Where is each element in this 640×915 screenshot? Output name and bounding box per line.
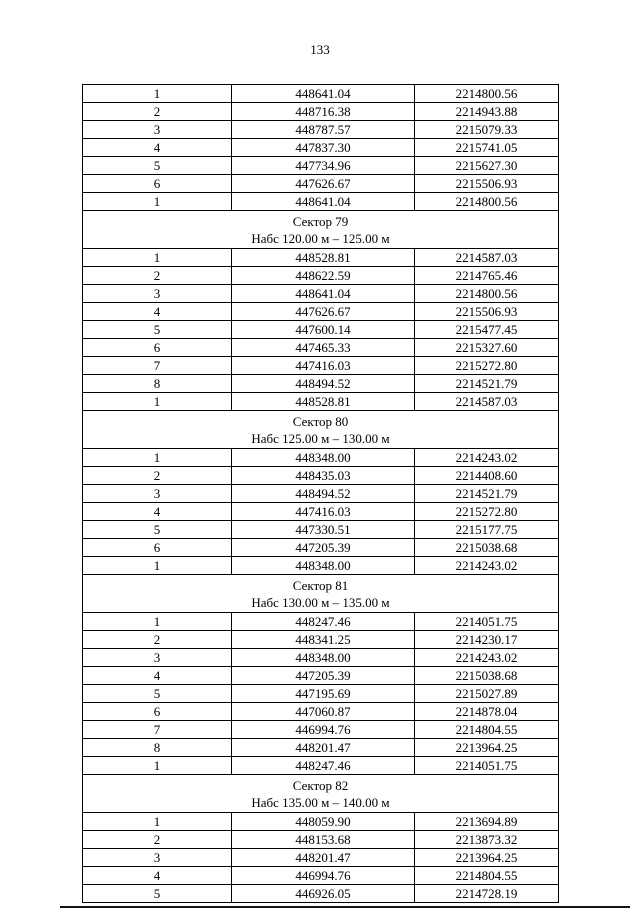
point-number-cell: 3 [83,285,232,303]
y-coordinate-cell: 2215079.33 [415,121,559,139]
y-coordinate-cell: 2215038.68 [415,667,559,685]
y-coordinate-cell: 2214051.75 [415,613,559,631]
y-coordinate-cell: 2214521.79 [415,485,559,503]
table-row [83,121,559,139]
y-coordinate-cell: 2214943.88 [415,103,559,121]
sector-header-cell [83,211,559,249]
x-coordinate-cell: 447626.67 [232,175,415,193]
sector-header-cell [83,411,559,449]
point-number-cell: 6 [83,539,232,557]
x-coordinate-cell: 448641.04 [232,85,415,103]
table-row [83,503,559,521]
x-coordinate-cell: 448201.47 [232,739,415,757]
x-coordinate-cell: 448247.46 [232,757,415,775]
y-coordinate-cell: 2215627.30 [415,157,559,175]
y-coordinate-cell: 2215177.75 [415,521,559,539]
point-number-cell: 7 [83,357,232,375]
table-row [83,303,559,321]
table-row [83,393,559,411]
table-row [83,757,559,775]
table-row [83,157,559,175]
table-row [83,249,559,267]
point-number-cell: 3 [83,649,232,667]
point-number-cell: 5 [83,685,232,703]
point-number-cell: 4 [83,503,232,521]
table-row [83,485,559,503]
sector-header-row [83,575,559,613]
point-number-cell: 5 [83,321,232,339]
x-coordinate-cell: 448641.04 [232,193,415,211]
y-coordinate-cell: 2214765.46 [415,267,559,285]
x-coordinate-cell: 447205.39 [232,667,415,685]
y-coordinate-cell: 2214800.56 [415,285,559,303]
x-coordinate-cell: 448528.81 [232,393,415,411]
sector-height-range: Набс 130.00 м – 135.00 м [251,595,390,610]
table-row [83,321,559,339]
x-coordinate-cell: 447734.96 [232,157,415,175]
y-coordinate-cell: 2214243.02 [415,449,559,467]
y-coordinate-cell: 2213873.32 [415,831,559,849]
point-number-cell: 5 [83,521,232,539]
x-coordinate-cell: 447330.51 [232,521,415,539]
table-row [83,339,559,357]
point-number-cell: 2 [83,267,232,285]
table-row [83,193,559,211]
x-coordinate-cell: 447626.67 [232,303,415,321]
sector-title: Сектор 82 [292,778,349,793]
x-coordinate-cell: 448622.59 [232,267,415,285]
sector-title: Сектор 79 [292,214,349,229]
x-coordinate-cell: 448494.52 [232,485,415,503]
sector-header-row [83,211,559,249]
sector-height-range: Набс 135.00 м – 140.00 м [251,795,390,810]
point-number-cell: 6 [83,175,232,193]
table-row [83,285,559,303]
table-row [83,139,559,157]
x-coordinate-cell: 446994.76 [232,721,415,739]
table-row [83,631,559,649]
x-coordinate-cell: 448435.03 [232,467,415,485]
y-coordinate-cell: 2214587.03 [415,249,559,267]
y-coordinate-cell: 2215327.60 [415,339,559,357]
x-coordinate-cell: 448247.46 [232,613,415,631]
point-number-cell: 3 [83,849,232,867]
y-coordinate-cell: 2214728.19 [415,885,559,903]
table-row [83,867,559,885]
x-coordinate-cell: 448153.68 [232,831,415,849]
y-coordinate-cell: 2214230.17 [415,631,559,649]
y-coordinate-cell: 2215506.93 [415,175,559,193]
y-coordinate-cell: 2214408.60 [415,467,559,485]
coordinates-table-body [83,85,559,903]
point-number-cell: 2 [83,631,232,649]
x-coordinate-cell: 447416.03 [232,503,415,521]
x-coordinate-cell: 448348.00 [232,449,415,467]
table-row [83,613,559,631]
x-coordinate-cell: 446994.76 [232,867,415,885]
x-coordinate-cell: 447600.14 [232,321,415,339]
point-number-cell: 6 [83,339,232,357]
x-coordinate-cell: 447205.39 [232,539,415,557]
x-coordinate-cell: 447837.30 [232,139,415,157]
table-row [83,721,559,739]
y-coordinate-cell: 2213694.89 [415,813,559,831]
y-coordinate-cell: 2214800.56 [415,193,559,211]
table-row [83,103,559,121]
point-number-cell: 2 [83,103,232,121]
y-coordinate-cell: 2215038.68 [415,539,559,557]
sector-header-row [83,775,559,813]
point-number-cell: 4 [83,867,232,885]
table-row [83,267,559,285]
point-number-cell: 1 [83,613,232,631]
point-number-cell: 4 [83,303,232,321]
y-coordinate-cell: 2214804.55 [415,867,559,885]
y-coordinate-cell: 2214051.75 [415,757,559,775]
sector-title: Сектор 80 [292,414,349,429]
point-number-cell: 1 [83,193,232,211]
table-row [83,649,559,667]
y-coordinate-cell: 2213964.25 [415,849,559,867]
table-row [83,85,559,103]
point-number-cell: 5 [83,157,232,175]
y-coordinate-cell: 2214243.02 [415,649,559,667]
scan-bottom-edge [60,906,630,908]
sector-height-range: Набс 125.00 м – 130.00 м [251,431,390,446]
point-number-cell: 3 [83,485,232,503]
y-coordinate-cell: 2215272.80 [415,357,559,375]
point-number-cell: 1 [83,757,232,775]
point-number-cell: 8 [83,739,232,757]
y-coordinate-cell: 2215272.80 [415,503,559,521]
table-row [83,539,559,557]
x-coordinate-cell: 447465.33 [232,339,415,357]
x-coordinate-cell: 447195.69 [232,685,415,703]
y-coordinate-cell: 2214800.56 [415,85,559,103]
table-row [83,175,559,193]
x-coordinate-cell: 447060.87 [232,703,415,721]
x-coordinate-cell: 448716.38 [232,103,415,121]
sector-header-row [83,411,559,449]
sector-title: Сектор 81 [292,578,349,593]
x-coordinate-cell: 448494.52 [232,375,415,393]
y-coordinate-cell: 2213964.25 [415,739,559,757]
table-row [83,885,559,903]
table-row [83,667,559,685]
point-number-cell: 4 [83,139,232,157]
x-coordinate-cell: 448528.81 [232,249,415,267]
point-number-cell: 3 [83,121,232,139]
table-row [83,685,559,703]
x-coordinate-cell: 448641.04 [232,285,415,303]
y-coordinate-cell: 2214587.03 [415,393,559,411]
y-coordinate-cell: 2215741.05 [415,139,559,157]
y-coordinate-cell: 2214804.55 [415,721,559,739]
x-coordinate-cell: 448059.90 [232,813,415,831]
coordinates-table [82,84,559,903]
table-row [83,357,559,375]
sector-header-cell [83,775,559,813]
table-row [83,467,559,485]
y-coordinate-cell: 2215027.89 [415,685,559,703]
x-coordinate-cell: 447416.03 [232,357,415,375]
point-number-cell: 6 [83,703,232,721]
y-coordinate-cell: 2214243.02 [415,557,559,575]
x-coordinate-cell: 448341.25 [232,631,415,649]
table-row [83,703,559,721]
point-number-cell: 1 [83,393,232,411]
point-number-cell: 8 [83,375,232,393]
x-coordinate-cell: 448348.00 [232,649,415,667]
y-coordinate-cell: 2215506.93 [415,303,559,321]
y-coordinate-cell: 2214521.79 [415,375,559,393]
point-number-cell: 7 [83,721,232,739]
point-number-cell: 1 [83,449,232,467]
point-number-cell: 2 [83,831,232,849]
sector-height-range: Набс 120.00 м – 125.00 м [251,231,390,246]
page-number: 133 [310,42,330,57]
x-coordinate-cell: 448348.00 [232,557,415,575]
point-number-cell: 1 [83,249,232,267]
x-coordinate-cell: 446926.05 [232,885,415,903]
sector-header-cell [83,575,559,613]
table-row [83,557,559,575]
table-row [83,831,559,849]
point-number-cell: 1 [83,813,232,831]
table-row [83,849,559,867]
table-row [83,813,559,831]
point-number-cell: 4 [83,667,232,685]
point-number-cell: 1 [83,85,232,103]
point-number-cell: 1 [83,557,232,575]
table-row [83,375,559,393]
table-row [83,739,559,757]
point-number-cell: 2 [83,467,232,485]
y-coordinate-cell: 2214878.04 [415,703,559,721]
table-row [83,449,559,467]
y-coordinate-cell: 2215477.45 [415,321,559,339]
point-number-cell: 5 [83,885,232,903]
x-coordinate-cell: 448787.57 [232,121,415,139]
table-row [83,521,559,539]
x-coordinate-cell: 448201.47 [232,849,415,867]
